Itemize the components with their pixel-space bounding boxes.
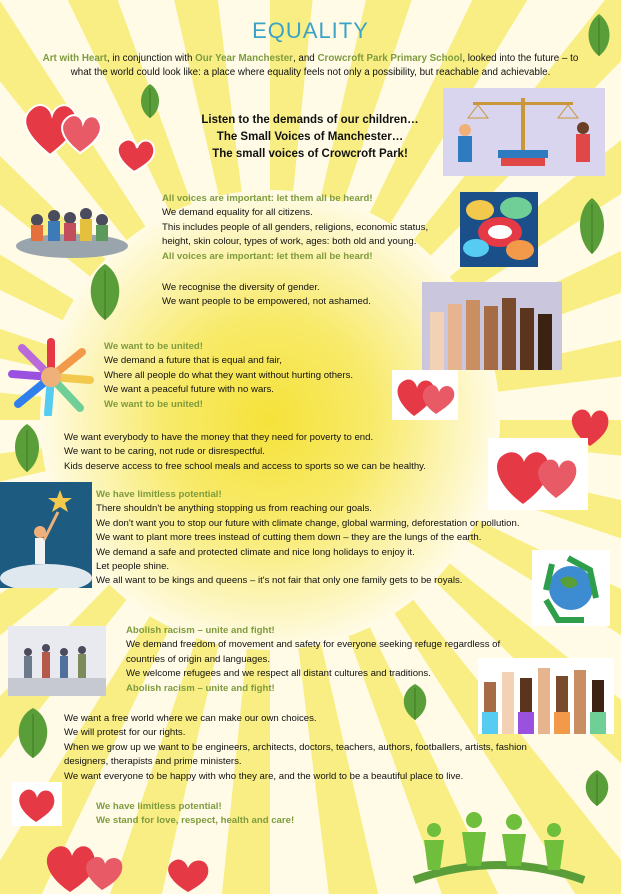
text-line: We want a free world where we can make our own choices. (64, 713, 317, 724)
section-potential (96, 488, 519, 589)
hearts-illustration (160, 852, 220, 894)
text-line: We want to plant more trees instead of cutting them down – they are the lungs of the earth. (96, 532, 482, 544)
text-line: We recognise the diversity of gender. (162, 282, 320, 293)
leaf-illustration (572, 196, 612, 256)
text-line: countries of origin and languages. (126, 653, 271, 665)
text-line: We want everyone to be happy with who they are, and the world to be a beautiful place to live. (64, 770, 464, 782)
hearts-illustration (112, 130, 162, 175)
heart-icon (538, 460, 576, 498)
unity-hands-illustration (8, 338, 94, 416)
heart-icon (423, 385, 454, 414)
section-racism (126, 624, 500, 696)
section-free-world (64, 712, 527, 784)
heart-icon (62, 115, 101, 153)
recycle-earth-illustration (532, 550, 610, 626)
text-line: We demand equality for all citizens. (162, 207, 313, 219)
hearts-illustration (392, 370, 458, 420)
intro-paragraph (38, 52, 583, 79)
section-heading: We want to be united! (104, 341, 203, 352)
text-line: When we grow up we want to be engineers, architects, doctors, teachers, authors, footballers, artists, fashion (64, 741, 527, 753)
section-closing: All voices are important: let them all be heard! (162, 250, 373, 262)
intro-text: , looked into the future – to what the world could look like: a place where equality feels not only a possibility, but reachable and achievable. (70, 53, 579, 78)
section-voices (162, 192, 428, 264)
text-line: We welcome refugees and we respect all distant cultures and traditions. (126, 668, 431, 680)
listen-line: Listen to the demands of our children… (201, 114, 419, 126)
heart-icon (118, 140, 155, 172)
leaf-illustration (8, 706, 58, 760)
community-figures-illustration (404, 800, 594, 888)
text-line: We demand a safe and protected climate and nice long holidays to enjoy it. (96, 546, 415, 558)
section-money (64, 431, 426, 474)
heart-icon (19, 790, 54, 822)
heart-icon (86, 857, 122, 890)
hearts-illustration (12, 782, 62, 826)
text-line: This includes people of all genders, religions, economic status, (162, 221, 429, 233)
heart-icon (168, 860, 208, 892)
text-line: Let people shine. (96, 561, 170, 573)
intro-text: , in conjunction with (106, 53, 196, 64)
listen-line: The small voices of Crowcroft Park! (212, 148, 408, 160)
listen-line: The Small Voices of Manchester… (216, 131, 404, 143)
section-heading: We have limitless potential! (96, 801, 222, 812)
raised-fists-illustration (422, 282, 562, 370)
page-title: EQUALITY (252, 18, 369, 43)
text-line: We demand a future that is equal and fair, (104, 355, 282, 367)
listen-heading (160, 112, 460, 163)
refugees-walking-illustration (8, 626, 106, 696)
text-line: designers, therapists and prime ministers. (64, 756, 242, 768)
child-reaching-stars-illustration (0, 482, 92, 588)
section-gender (162, 281, 371, 310)
refugee-boat-illustration (12, 198, 130, 260)
section-united (104, 340, 353, 412)
speech-bubbles-illustration (460, 192, 538, 267)
hearts-illustration (20, 95, 120, 160)
hearts-illustration (40, 832, 130, 894)
text-line: We all want to be kings and queens – it's not fair that only one family gets to be royals. (96, 575, 463, 587)
text-line: We want everybody to have the money that they need for poverty to end. (64, 432, 374, 443)
text-line: Where all people do what they want without hurting others. (104, 369, 354, 381)
text-line: There shouldn't be anything stopping us from reaching our goals. (96, 503, 372, 515)
org-our-year-manchester: Our Year Manchester (195, 53, 293, 64)
text-line: We want a peaceful future with no wars. (104, 384, 274, 396)
text-line: We demand freedom of movement and safety for everyone seeking refuge regardless of (126, 639, 501, 651)
leaf-illustration (80, 262, 130, 322)
text-line: We don't want you to stop our future with climate change, global warming, deforestation or pollution. (96, 517, 520, 529)
text-line: We want people to be empowered, not ashamed. (162, 296, 371, 308)
text-line: height, skin colour, types of work, ages: both old and young. (162, 236, 417, 248)
section-closing: We stand for love, respect, health and care! (96, 815, 295, 827)
org-crowcroft-park: Crowcroft Park Primary School (317, 53, 463, 64)
section-ending (96, 800, 294, 829)
section-heading: All voices are important: let them all be heard! (162, 193, 373, 204)
section-heading: Abolish racism – unite and fight! (126, 625, 275, 636)
intro-text: , and (292, 53, 318, 64)
text-line: We will protest for our rights. (64, 727, 186, 739)
text-line: Kids deserve access to free school meals and access to sports so we can be healthy. (64, 460, 426, 472)
scales-illustration (443, 88, 605, 176)
section-heading: We have limitless potential! (96, 489, 222, 500)
text-line: We want to be caring, not rude or disrespectful. (64, 446, 265, 458)
org-art-with-heart: Art with Heart (42, 53, 107, 64)
section-closing: We want to be united! (104, 398, 203, 410)
section-closing: Abolish racism – unite and fight! (126, 682, 275, 694)
leaf-illustration (6, 422, 48, 474)
